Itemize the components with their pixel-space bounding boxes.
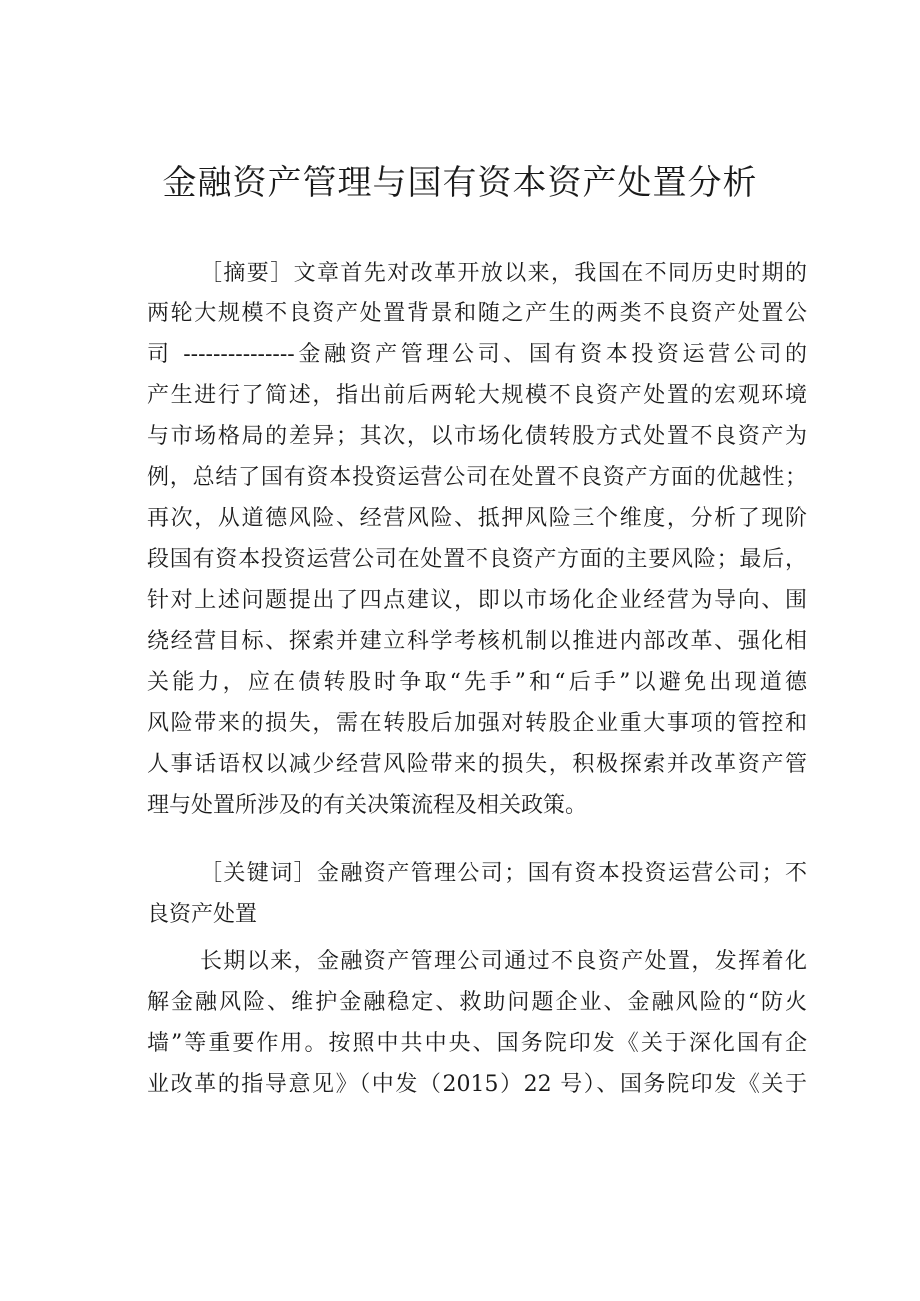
abstract-line: 产生进行了简述，指出前后两轮大规模不良资产处置的宏观环境 <box>147 383 807 408</box>
body-line: 业改革的指导意见》（中发（2015）22 号）、国务院印发《关于 <box>147 1072 807 1097</box>
keywords-line: ［关键词］金融资产管理公司；国有资本投资运营公司；不 <box>200 861 807 886</box>
body-line: 长期以来，金融资产管理公司通过不良资产处置，发挥着化 <box>200 949 807 974</box>
abstract-line: 司 ---------------金融资产管理公司、国有资本投资运营公司的 <box>147 342 807 367</box>
abstract-line: 与市场格局的差异；其次，以市场化债转股方式处置不良资产为 <box>147 424 807 449</box>
document-title: 金融资产管理与国有资本资产处置分析 <box>162 163 758 203</box>
abstract-line: 针对上述问题提出了四点建议，即以市场化企业经营为导向、围 <box>147 588 807 613</box>
body-line: 解金融风险、维护金融稳定、救助问题企业、金融风险的“防火 <box>147 990 807 1015</box>
keywords-line: 良资产处置 <box>147 902 258 927</box>
abstract-line: 人事话语权以减少经营风险带来的损失，积极探索并改革资产管 <box>147 752 807 777</box>
abstract-line: 再次，从道德风险、经营风险、抵押风险三个维度，分析了现阶 <box>147 506 807 531</box>
abstract-line: 风险带来的损失，需在转股后加强对转股企业重大事项的管控和 <box>147 711 807 736</box>
abstract-line: 段国有资本投资运营公司在处置不良资产方面的主要风险；最后， <box>147 547 807 572</box>
abstract-line: 绕经营目标、探索并建立科学考核机制以推进内部改革、强化相 <box>147 629 807 654</box>
abstract-line: 关能力，应在债转股时争取“先手”和“后手”以避免出现道德 <box>147 670 807 695</box>
abstract-line: ［摘要］文章首先对改革开放以来，我国在不同历史时期的 <box>200 261 807 286</box>
abstract-line: 两轮大规模不良资产处置背景和随之产生的两类不良资产处置公 <box>147 301 807 326</box>
body-line: 墙”等重要作用。按照中共中央、国务院印发《关于深化国有企 <box>147 1031 807 1056</box>
abstract-line: 理与处置所涉及的有关决策流程及相关政策。 <box>147 793 588 818</box>
abstract-line: 例，总结了国有资本投资运营公司在处置不良资产方面的优越性； <box>147 465 807 490</box>
